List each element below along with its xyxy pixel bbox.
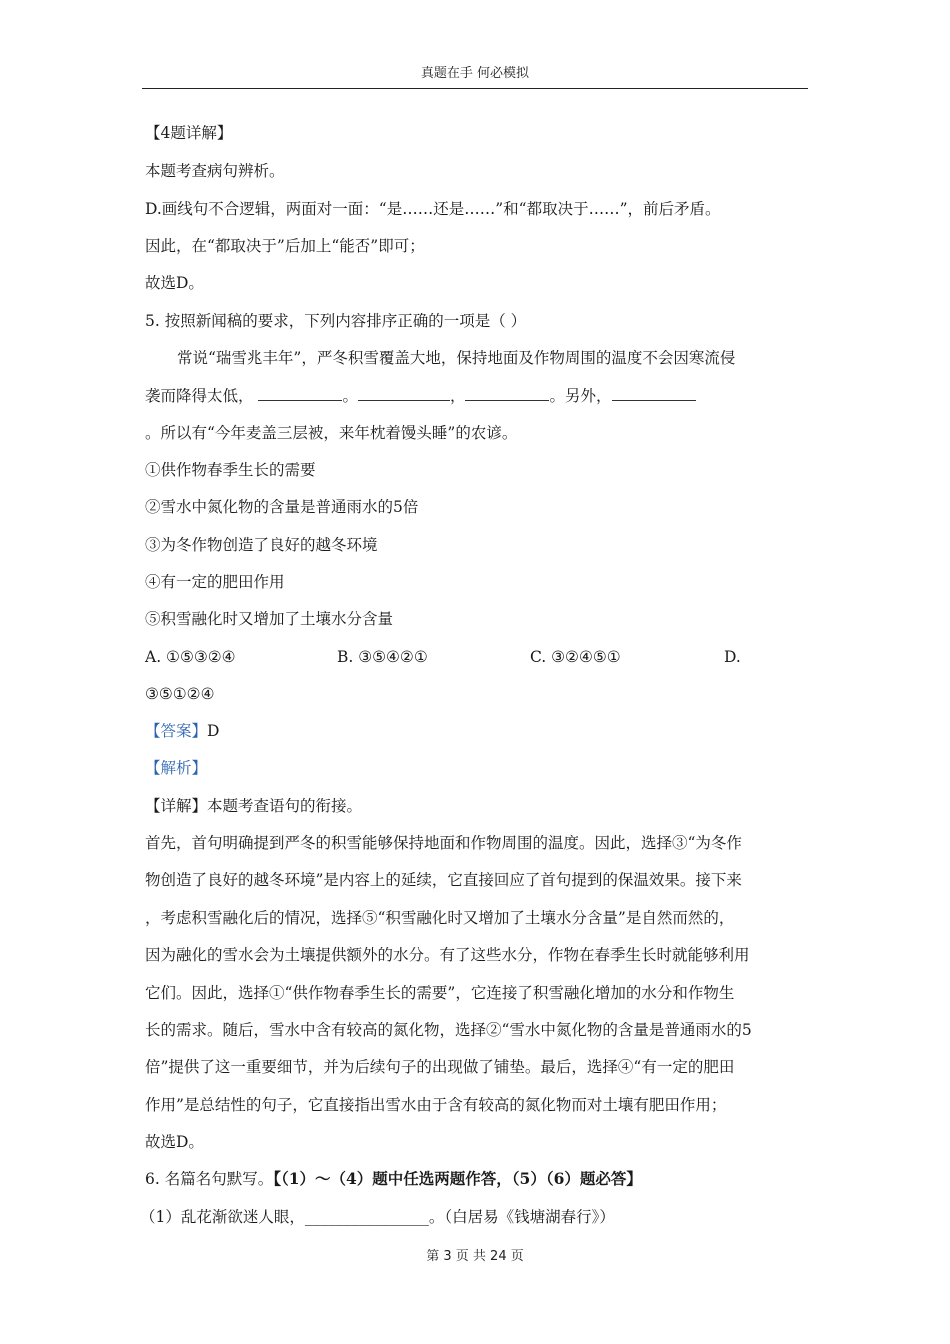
q5-passage-line-1: 常说“瑞雪兆丰年”，严冬积雪覆盖大地，保持地面及作物周围的温度不会因寒流侵 [177,349,736,367]
q6-stem-instruction: 【（1）～（4）题中任选两题作答，（5）（6）题必答】 [273,1169,642,1188]
option-b[interactable]: B. ③⑤④②① [337,648,428,666]
explanation-line-6: 长的需求。随后，雪水中含有较高的氮化物，选择②“雪水中氮化物的含量是普通雨水的5 [145,1021,752,1039]
q5-item-2: ②雪水中氮化物的含量是普通雨水的5倍 [145,498,419,516]
q6-sub-1-source: 。（白居易《钱塘湖春行》） [428,1208,615,1226]
answer-blank-1[interactable] [258,385,342,401]
q5-passage-line-3: 。所以有“今年麦盖三层被，来年枕着馒头睡”的农谚。 [145,424,518,442]
q5-passage-text: 袭而降得太低， [145,387,254,405]
detail-line [145,796,362,816]
explanation-line-7: 倍”提供了这一重要细节，并为后续句子的出现做了铺垫。最后，选择④“有一定的肥田 [145,1058,735,1076]
q4-detail-line-2: D.画线句不合逻辑，两面对一面：“是……还是……”和“都取决于……”，前后矛盾。 [145,200,721,218]
q6-stem [145,1169,642,1189]
q4-detail-line-3: 因此，在“都取决于”后加上“能否”即可； [145,237,425,255]
q4-detail-line-4: 故选D。 [145,274,204,292]
q5-conclusion: 故选D。 [145,1133,204,1151]
explanation-line-3: ，考虑积雪融化后的情况，选择⑤“积雪融化时又增加了土壤水分含量”是自然而然的， [145,909,735,927]
q5-stem: 5. 按照新闻稿的要求，下列内容排序正确的一项是（ ） [145,312,527,330]
q6-sub-1-blank[interactable]: ________________ [304,1208,429,1226]
q5-sep-2: ， [449,387,466,405]
explanation-line-4: 因为融化的雪水会为土壤提供额外的水分。有了这些水分，作物在春季生长时就能够利用 [145,946,750,964]
explanation-line-2: 物创造了良好的越冬环境”是内容上的延续，它直接回应了首句提到的保温效果。接下来 [145,871,742,889]
q5-passage-line-2 [145,385,696,406]
q4-detail-heading: 【4题详解】 [145,124,233,142]
q5-sep-1: 。 [342,387,358,405]
q5-item-4: ④有一定的肥田作用 [145,573,285,591]
q6-sub-1 [140,1207,615,1227]
page-header: 真题在手 何必模拟 [420,66,530,81]
explanation-line-1: 首先，首句明确提到严冬的积雪能够保持地面和作物周围的温度。因此，选择③“为冬作 [145,834,742,852]
answer-blank-3[interactable] [465,385,549,401]
answer-blank-4[interactable] [612,385,696,401]
option-d[interactable]: D. [724,648,741,666]
detail-label: 【详解】 [145,797,208,815]
answer-line [145,721,219,741]
q4-detail-line-1: 本题考查病句辨析。 [145,162,285,180]
analysis-label: 【解析】 [145,759,208,777]
explanation-line-5: 它们。因此，选择①“供作物春季生长的需要”，它连接了积雪融化增加的水分和作物生 [145,984,735,1002]
q5-sep-3: 。另外， [549,387,612,405]
answer-value: D [207,722,220,740]
page-number: 第 3 页 共 24 页 [426,1249,524,1264]
detail-intro: 本题考查语句的衔接。 [207,797,363,815]
q6-sub-1-text: （1）乱花渐欲迷人眼， [140,1208,305,1226]
option-c[interactable]: C. ③②④⑤① [530,648,621,666]
header-divider [142,88,808,89]
answer-label: 【答案】 [145,722,208,740]
q5-item-1: ①供作物春季生长的需要 [145,461,316,479]
q5-item-5: ⑤积雪融化时又增加了土壤水分含量 [145,610,394,628]
answer-blank-2[interactable] [358,385,450,401]
option-a[interactable]: A. ①⑤③②④ [145,648,236,666]
option-d-value: ③⑤①②④ [145,685,215,703]
q5-item-3: ③为冬作物创造了良好的越冬环境 [145,536,378,554]
explanation-line-8: 作用”是总结性的句子，它直接指出雪水由于含有较高的氮化物而对土壤有肥田作用； [145,1096,727,1114]
q6-stem-text: 6. 名篇名句默写。 [145,1170,274,1188]
